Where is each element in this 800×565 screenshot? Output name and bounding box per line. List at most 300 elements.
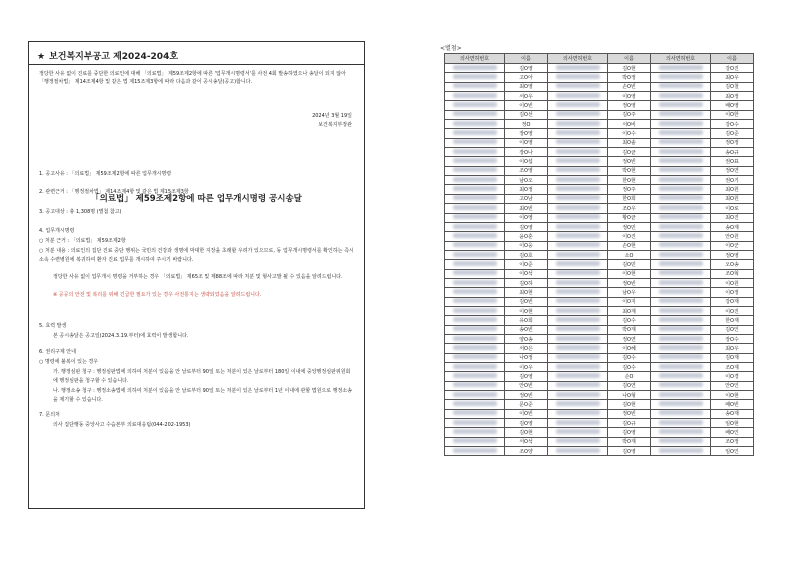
redaction-blur bbox=[556, 373, 600, 378]
name-cell: 최O우 bbox=[711, 73, 754, 82]
name-cell: 김O하 bbox=[505, 278, 548, 287]
name-cell: 장O수 bbox=[711, 334, 754, 343]
notice-item: 가. 행정심판 청구 : 행정심판법에 의하여 처분이 있음을 안 날로부터 90일 또는 처분이 있은 날로부터 180일 이내에 중앙행정심판위원회에 행정심판을 청구할 수 있습니다. bbox=[53, 369, 351, 384]
redacted-license-cell bbox=[445, 363, 505, 372]
table-row bbox=[445, 232, 754, 241]
redaction-blur bbox=[453, 336, 497, 341]
name-cell: 김O민 bbox=[608, 260, 651, 269]
redacted-license-cell bbox=[548, 250, 608, 259]
redacted-license-cell bbox=[445, 409, 505, 418]
redaction-blur bbox=[556, 438, 600, 443]
redaction-blur bbox=[659, 102, 703, 107]
name-cell: 박O정 bbox=[608, 73, 651, 82]
name-cell: 이O영 bbox=[505, 138, 548, 147]
redacted-license-cell bbox=[445, 222, 505, 231]
redacted-license-cell bbox=[548, 400, 608, 409]
redacted-license-cell bbox=[651, 222, 711, 231]
name-cell: 한O희 bbox=[608, 194, 651, 203]
redaction-blur bbox=[556, 382, 600, 387]
redaction-blur bbox=[556, 139, 600, 144]
redacted-license-cell bbox=[651, 232, 711, 241]
redacted-license-cell bbox=[651, 157, 711, 166]
header-license-no: 의사면허번호 bbox=[651, 54, 711, 64]
redaction-blur bbox=[659, 149, 703, 154]
redaction-blur bbox=[556, 401, 600, 406]
notice-intro: 정당한 사유 없이 진료를 중단한 의료인에 대해 「의료법」 제59조제2항에 따른 '업무개시명령서'를 사전 4회 발송하였으나 송달이 되지 않아 「행정절차법」 제14조제4항 및 같은 법 제15조제3항에 따라 다음과 같이 공시송달(공고)합니다. bbox=[39, 71, 346, 85]
name-cell: 이O경 bbox=[711, 372, 754, 381]
table-row bbox=[445, 437, 754, 446]
redaction-blur bbox=[556, 130, 600, 135]
name-cell: 이O현 bbox=[608, 269, 651, 278]
redacted-license-cell bbox=[651, 129, 711, 138]
name-cell: 임O인 bbox=[711, 447, 754, 456]
redacted-license-cell bbox=[651, 101, 711, 110]
redacted-license-cell bbox=[548, 316, 608, 325]
redaction-blur bbox=[659, 111, 703, 116]
name-cell: 이O진 bbox=[711, 306, 754, 315]
redaction-blur bbox=[659, 121, 703, 126]
redaction-blur bbox=[659, 205, 703, 210]
redaction-blur bbox=[659, 242, 703, 247]
redaction-blur bbox=[659, 420, 703, 425]
redacted-license-cell bbox=[445, 400, 505, 409]
name-cell: 윤O훈 bbox=[505, 232, 548, 241]
redaction-blur bbox=[659, 289, 703, 294]
name-cell: 이O우 bbox=[505, 363, 548, 372]
redaction-blur bbox=[659, 130, 703, 135]
table-row bbox=[445, 222, 754, 231]
name-cell: 권O기 bbox=[711, 176, 754, 185]
redacted-license-cell bbox=[548, 120, 608, 129]
redaction-blur bbox=[659, 233, 703, 238]
redaction-blur bbox=[453, 270, 497, 275]
redacted-license-cell bbox=[548, 428, 608, 437]
name-cell: 송O규 bbox=[711, 148, 754, 157]
table-row bbox=[445, 372, 754, 381]
redaction-blur bbox=[556, 149, 600, 154]
redaction-blur bbox=[453, 345, 497, 350]
redaction-blur bbox=[659, 392, 703, 397]
redaction-blur bbox=[453, 65, 497, 70]
table-row bbox=[445, 176, 754, 185]
redacted-license-cell bbox=[548, 241, 608, 250]
name-cell: 안O원 bbox=[711, 232, 754, 241]
table-row bbox=[445, 306, 754, 315]
redaction-blur bbox=[453, 429, 497, 434]
name-cell: 김O빈 bbox=[505, 297, 548, 306]
name-cell: 이O준 bbox=[505, 260, 548, 269]
table-row bbox=[445, 325, 754, 334]
redaction-blur bbox=[556, 177, 600, 182]
table-row bbox=[445, 353, 754, 362]
redaction-blur bbox=[453, 280, 497, 285]
redacted-license-cell bbox=[445, 316, 505, 325]
name-cell: 김O영 bbox=[505, 222, 548, 231]
redacted-license-cell bbox=[445, 419, 505, 428]
name-cell: 안O빈 bbox=[505, 381, 548, 390]
name-cell: 최O재 bbox=[608, 306, 651, 315]
name-cell: 임O현 bbox=[711, 419, 754, 428]
name-cell: 김O수 bbox=[608, 353, 651, 362]
redaction-blur bbox=[556, 364, 600, 369]
redacted-license-cell bbox=[651, 278, 711, 287]
redacted-license-cell bbox=[651, 363, 711, 372]
name-cell: 김O준 bbox=[711, 129, 754, 138]
redacted-license-cell bbox=[548, 269, 608, 278]
redaction-blur bbox=[556, 252, 600, 257]
table-row bbox=[445, 204, 754, 213]
redaction-blur bbox=[453, 205, 497, 210]
redacted-license-cell bbox=[548, 138, 608, 147]
redacted-license-cell bbox=[445, 176, 505, 185]
name-cell: 김O인 bbox=[711, 325, 754, 334]
name-cell: 정O빈 bbox=[608, 278, 651, 287]
redacted-license-cell bbox=[548, 129, 608, 138]
name-cell: 정O빈 bbox=[608, 409, 651, 418]
redaction-blur bbox=[659, 364, 703, 369]
name-cell: 강O재 bbox=[711, 297, 754, 306]
redacted-license-cell bbox=[651, 120, 711, 129]
redaction-blur bbox=[556, 102, 600, 107]
redacted-license-cell bbox=[651, 166, 711, 175]
redaction-blur bbox=[556, 448, 600, 453]
redaction-blur bbox=[453, 289, 497, 294]
redacted-license-cell bbox=[548, 204, 608, 213]
redaction-blur bbox=[453, 373, 497, 378]
redacted-license-cell bbox=[445, 82, 505, 91]
redaction-blur bbox=[556, 392, 600, 397]
name-cell: 최O진 bbox=[711, 213, 754, 222]
name-cell: 김O주 bbox=[608, 110, 651, 119]
table-row bbox=[445, 148, 754, 157]
table-row bbox=[445, 297, 754, 306]
redacted-license-cell bbox=[651, 110, 711, 119]
redaction-blur bbox=[659, 83, 703, 88]
redaction-blur bbox=[659, 93, 703, 98]
redaction-blur bbox=[659, 410, 703, 415]
redacted-license-cell bbox=[548, 306, 608, 315]
table-row bbox=[445, 250, 754, 259]
redaction-blur bbox=[659, 401, 703, 406]
redaction-blur bbox=[659, 252, 703, 257]
notice-date: 2024년 3월 19일 bbox=[312, 113, 352, 119]
redacted-license-cell bbox=[445, 241, 505, 250]
name-cell: 조O우 bbox=[608, 204, 651, 213]
redacted-license-cell bbox=[548, 213, 608, 222]
name-cell: 정O민 bbox=[608, 222, 651, 231]
redacted-license-cell bbox=[651, 288, 711, 297]
redacted-license-cell bbox=[445, 325, 505, 334]
redacted-license-cell bbox=[445, 204, 505, 213]
name-cell: 이O현 bbox=[711, 391, 754, 400]
notice-item: 7. 문의처 bbox=[39, 412, 60, 418]
redaction-blur bbox=[453, 317, 497, 322]
name-cell: 나O형 bbox=[608, 391, 651, 400]
table-row bbox=[445, 363, 754, 372]
redacted-license-cell bbox=[445, 306, 505, 315]
name-cell: 배O인 bbox=[711, 428, 754, 437]
redacted-license-cell bbox=[445, 288, 505, 297]
redacted-license-cell bbox=[548, 334, 608, 343]
name-cell: 황O균 bbox=[608, 213, 651, 222]
roster-table bbox=[444, 53, 754, 456]
name-cell: 최O솔 bbox=[608, 138, 651, 147]
name-cell: 정O연 bbox=[608, 334, 651, 343]
redacted-license-cell bbox=[548, 82, 608, 91]
header-name: 이름 bbox=[505, 54, 548, 64]
redaction-blur bbox=[659, 261, 703, 266]
name-cell: 김O영 bbox=[608, 428, 651, 437]
redacted-license-cell bbox=[445, 73, 505, 82]
redaction-blur bbox=[556, 261, 600, 266]
redacted-license-cell bbox=[548, 409, 608, 418]
table-row bbox=[445, 428, 754, 437]
redaction-blur bbox=[659, 373, 703, 378]
name-cell: 이O혜 bbox=[608, 344, 651, 353]
name-cell: 김O현 bbox=[505, 428, 548, 437]
redacted-license-cell bbox=[445, 391, 505, 400]
name-cell: 김O현 bbox=[608, 64, 651, 73]
name-cell: 남O오 bbox=[505, 176, 548, 185]
redacted-license-cell bbox=[548, 381, 608, 390]
redacted-license-cell bbox=[548, 101, 608, 110]
name-cell: 정O주 bbox=[608, 185, 651, 194]
name-cell: 최O정 bbox=[505, 185, 548, 194]
table-row bbox=[445, 64, 754, 73]
notice-heading: 「의료법」 제59조제2항에 따른 업무개시명령 공시송달 bbox=[91, 194, 302, 204]
redaction-blur bbox=[556, 345, 600, 350]
name-cell: 이O군 bbox=[711, 241, 754, 250]
name-cell: 이O빈 bbox=[505, 409, 548, 418]
table-row bbox=[445, 400, 754, 409]
name-cell: 최O우 bbox=[711, 344, 754, 353]
redaction-blur bbox=[659, 177, 703, 182]
redaction-blur bbox=[453, 74, 497, 79]
notice-contact: 의사 집단행동 중앙사고 수습본부 의료대응팀(044-202-1953) bbox=[53, 422, 191, 428]
name-cell: 최O정 bbox=[711, 92, 754, 101]
name-cell: 김O수 bbox=[608, 316, 651, 325]
redacted-license-cell bbox=[548, 92, 608, 101]
name-cell: 강O진 bbox=[711, 64, 754, 73]
table-row bbox=[445, 82, 754, 91]
redaction-blur bbox=[556, 298, 600, 303]
name-cell: 손O현 bbox=[608, 241, 651, 250]
header-license-no: 의사면허번호 bbox=[445, 54, 505, 64]
table-row bbox=[445, 194, 754, 203]
redacted-license-cell bbox=[651, 82, 711, 91]
redacted-license-cell bbox=[548, 363, 608, 372]
redacted-license-cell bbox=[548, 222, 608, 231]
redacted-license-cell bbox=[651, 194, 711, 203]
star-mark-icon: ★ bbox=[37, 52, 46, 62]
redaction-blur bbox=[453, 401, 497, 406]
redacted-license-cell bbox=[548, 157, 608, 166]
redaction-blur bbox=[659, 214, 703, 219]
redaction-blur bbox=[659, 326, 703, 331]
redaction-blur bbox=[556, 65, 600, 70]
redaction-blur bbox=[453, 214, 497, 219]
redacted-license-cell bbox=[651, 176, 711, 185]
notice-note: ※ 공공의 안전 및 복리를 위해 긴급한 필요가 있는 경우 사전통지는 생략되었음을 알려드립니다. bbox=[53, 292, 262, 298]
notice-item: 2. 관련근거 : 「행정절차법」 제14조제4항 및 같은 법 제15조제3항 bbox=[39, 189, 189, 195]
redacted-license-cell bbox=[445, 110, 505, 119]
name-cell: 김O철 bbox=[711, 82, 754, 91]
redaction-blur bbox=[659, 308, 703, 313]
redaction-blur bbox=[556, 317, 600, 322]
redacted-license-cell bbox=[651, 148, 711, 157]
name-cell: 한O재 bbox=[711, 316, 754, 325]
name-cell: 김O규 bbox=[608, 419, 651, 428]
name-cell: 최O원 bbox=[711, 185, 754, 194]
redacted-license-cell bbox=[548, 166, 608, 175]
name-cell: 김O영 bbox=[505, 372, 548, 381]
redaction-blur bbox=[453, 420, 497, 425]
redaction-blur bbox=[556, 195, 600, 200]
redacted-license-cell bbox=[651, 241, 711, 250]
notice-item: 본 공시송달은 공고일(2024.3.19.부터)에 효력이 발생합니다. bbox=[53, 333, 189, 339]
name-cell: 서O우 bbox=[505, 92, 548, 101]
redaction-blur bbox=[556, 121, 600, 126]
name-cell: 손O빈 bbox=[608, 82, 651, 91]
redacted-license-cell bbox=[445, 334, 505, 343]
name-cell: 배O영 bbox=[711, 101, 754, 110]
table-row bbox=[445, 92, 754, 101]
redaction-blur bbox=[453, 111, 497, 116]
redacted-license-cell bbox=[651, 92, 711, 101]
redaction-blur bbox=[453, 298, 497, 303]
redacted-license-cell bbox=[548, 297, 608, 306]
redaction-blur bbox=[556, 74, 600, 79]
table-row bbox=[445, 316, 754, 325]
notice-item: 5. 효력 발생 bbox=[39, 323, 67, 329]
name-cell: 박O현 bbox=[608, 166, 651, 175]
redaction-blur bbox=[556, 270, 600, 275]
name-cell: 이O현 bbox=[505, 306, 548, 315]
name-cell: 조O혁 bbox=[711, 269, 754, 278]
redacted-license-cell bbox=[651, 419, 711, 428]
redacted-license-cell bbox=[445, 428, 505, 437]
redacted-license-cell bbox=[445, 381, 505, 390]
redaction-blur bbox=[453, 242, 497, 247]
redaction-blur bbox=[453, 139, 497, 144]
redaction-blur bbox=[659, 438, 703, 443]
redaction-blur bbox=[453, 186, 497, 191]
name-cell: 정O정 bbox=[711, 138, 754, 147]
redacted-license-cell bbox=[651, 447, 711, 456]
name-cell: 배O빈 bbox=[711, 400, 754, 409]
redacted-license-cell bbox=[651, 185, 711, 194]
redaction-blur bbox=[659, 298, 703, 303]
redacted-license-cell bbox=[445, 213, 505, 222]
redacted-license-cell bbox=[651, 297, 711, 306]
table-row bbox=[445, 185, 754, 194]
header-license-no: 의사면허번호 bbox=[548, 54, 608, 64]
attachment-page bbox=[440, 43, 756, 514]
redacted-license-cell bbox=[651, 334, 711, 343]
table-row bbox=[445, 447, 754, 456]
redaction-blur bbox=[453, 224, 497, 229]
name-cell: 이O로 bbox=[711, 204, 754, 213]
name-cell: 남O우 bbox=[608, 288, 651, 297]
table-row bbox=[445, 334, 754, 343]
redacted-license-cell bbox=[651, 428, 711, 437]
redacted-license-cell bbox=[548, 64, 608, 73]
redacted-license-cell bbox=[445, 269, 505, 278]
name-cell: 장O나 bbox=[505, 148, 548, 157]
table-row bbox=[445, 241, 754, 250]
header-name: 이름 bbox=[608, 54, 651, 64]
redacted-license-cell bbox=[548, 391, 608, 400]
name-cell: 최O현 bbox=[505, 288, 548, 297]
table-row bbox=[445, 269, 754, 278]
name-cell: 송O재 bbox=[711, 409, 754, 418]
redaction-blur bbox=[659, 195, 703, 200]
redaction-blur bbox=[659, 317, 703, 322]
name-cell: 김O영 bbox=[505, 64, 548, 73]
redaction-blur bbox=[659, 158, 703, 163]
redaction-blur bbox=[556, 280, 600, 285]
redaction-blur bbox=[453, 354, 497, 359]
table-row bbox=[445, 120, 754, 129]
redacted-license-cell bbox=[651, 437, 711, 446]
name-cell: 김O균 bbox=[608, 148, 651, 157]
redaction-blur bbox=[659, 139, 703, 144]
table-row bbox=[445, 278, 754, 287]
notice-item: ○ 처분 내용 : 의료인의 집단 진료 중단 행위는 국민의 건강과 생명에 막대한 지장을 초래할 우려가 있으므로, 동 업무개시명령서를 확인하는 즉시 소속 수련병원에 복귀하여 환자 진료 업무를 개시하여 주시기 바랍니다. bbox=[39, 248, 354, 263]
redaction-blur bbox=[659, 448, 703, 453]
name-cell: 이O한 bbox=[711, 110, 754, 119]
redacted-license-cell bbox=[651, 138, 711, 147]
redaction-blur bbox=[556, 308, 600, 313]
name-cell: 김O선 bbox=[505, 110, 548, 119]
redacted-license-cell bbox=[651, 269, 711, 278]
redaction-blur bbox=[659, 345, 703, 350]
redaction-blur bbox=[556, 410, 600, 415]
redacted-license-cell bbox=[445, 297, 505, 306]
redacted-license-cell bbox=[445, 278, 505, 287]
redacted-license-cell bbox=[445, 157, 505, 166]
name-cell: 김O연 bbox=[608, 381, 651, 390]
name-cell: 최O빈 bbox=[505, 204, 548, 213]
redaction-blur bbox=[556, 233, 600, 238]
table-row bbox=[445, 101, 754, 110]
redacted-license-cell bbox=[548, 372, 608, 381]
name-cell: 문O준 bbox=[505, 400, 548, 409]
name-cell: 최O영 bbox=[505, 82, 548, 91]
name-cell: 정O bbox=[505, 120, 548, 129]
name-cell: 김O수 bbox=[608, 363, 651, 372]
name-cell: 서O석 bbox=[505, 437, 548, 446]
notice-item: 정당한 사유 없이 업무개시 명령을 거부하는 경우 「의료법」 제65조 및 제88조에 따라 처분 및 형사고발 될 수 있음을 알려드립니다. bbox=[53, 274, 343, 280]
name-cell: 이O빈 bbox=[505, 101, 548, 110]
name-cell: 송O빈 bbox=[505, 325, 548, 334]
name-cell: 장O영 bbox=[505, 129, 548, 138]
table-row bbox=[445, 157, 754, 166]
name-cell: 이O영 bbox=[505, 213, 548, 222]
redaction-blur bbox=[556, 93, 600, 98]
name-cell: 나O정 bbox=[505, 353, 548, 362]
redaction-blur bbox=[556, 224, 600, 229]
name-cell: 조O양 bbox=[505, 447, 548, 456]
redaction-blur bbox=[659, 382, 703, 387]
notice-item: 4. 업무개시명령 bbox=[39, 228, 75, 234]
name-cell: 조O영 bbox=[505, 166, 548, 175]
redaction-blur bbox=[453, 382, 497, 387]
table-row bbox=[445, 381, 754, 390]
redacted-license-cell bbox=[548, 353, 608, 362]
redaction-blur bbox=[453, 261, 497, 266]
name-cell: 오O송 bbox=[711, 260, 754, 269]
